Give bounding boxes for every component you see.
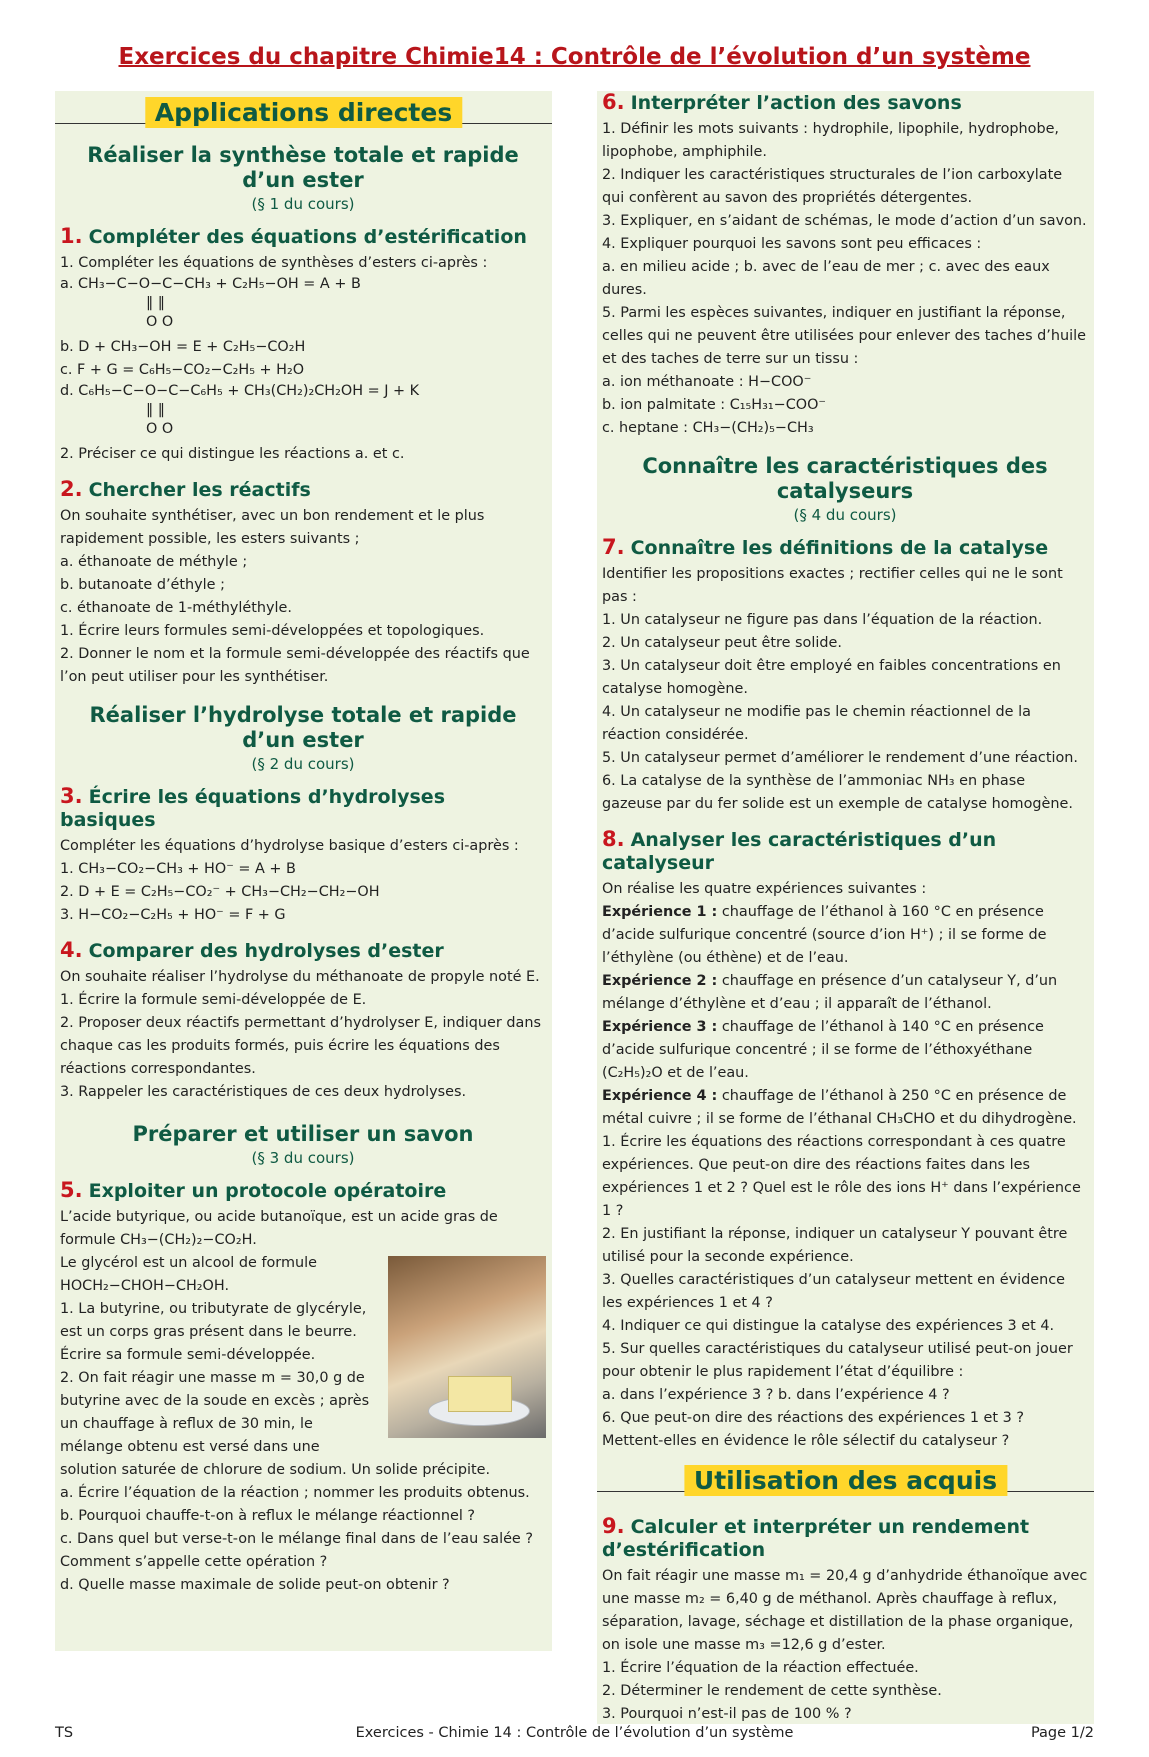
ex8-q3: 3. Quelles caractéristiques d’un catalyseur mettent en évidence les expériences 1 et 4 ? (602, 1272, 1065, 1311)
exercise-1-title: 1. Compléter des équations d’estérification (60, 224, 527, 248)
section-band-acquis (597, 1459, 1094, 1503)
ex4-q1: 1. Écrire la formule semi-développée de E. (60, 992, 367, 1008)
ex9-q1: 1. Écrire l’équation de la réaction effectuée. (602, 1660, 919, 1676)
ex8-exp3: Expérience 3 : chauffage de l’éthanol à 140 °C en présence d’acide sulfurique concentré ; il se forme de l’éthoxyéthane (C₂H₅)₂O et de l’eau. (602, 1019, 1044, 1081)
exercise-2-title: 2. Chercher les réactifs (60, 477, 311, 501)
ex2-q2: 2. Donner le nom et la formule semi-développée des réactifs que l’on peut utiliser pour les synthétiser. (60, 646, 530, 685)
ex8-q1: 1. Écrire les équations des réactions correspondant à ces quatre expériences. Que peut-on dire des réactions faites dans les expériences 1 et 2 ? Quel est le rôle des ions H⁺ dans l’expérience 1 ? (602, 1134, 1081, 1219)
page-title: Exercices du chapitre Chimie14 : Contrôle de l’évolution d’un système (118, 44, 1031, 70)
ex1-eq-d-oxygens: O O (146, 421, 174, 437)
ex4-intro: On souhaite réaliser l’hydrolyse du méthanoate de propyle noté E. (60, 969, 540, 985)
ex3-e1: 1. CH₃−CO₂−CH₃ + HO⁻ = A + B (60, 861, 296, 877)
ex6-q1: 1. Définir les mots suivants : hydrophile, lipophile, hydrophobe, lipophobe, amphiphile. (602, 121, 1060, 160)
ex1-eq-d: d. C₆H₅−C−O−C−C₆H₅ + CH₃(CH₂)₂CH₂OH = J + K (60, 383, 420, 399)
ex4-q2: 2. Proposer deux réactifs permettant d’hydrolyser E, indiquer dans chaque cas les produits formés, puis écrire les équations des réactions correspondantes. (60, 1015, 541, 1077)
exercise-3-title: 3. Écrire les équations d’hydrolyses basiques (60, 784, 446, 831)
ex7-p5: 5. Un catalyseur permet d’améliorer le rendement d’une réaction. (602, 750, 1078, 766)
topic-ref: (§ 3 du cours) (251, 1149, 355, 1167)
ex2-c: c. éthanoate de 1-méthyléthyle. (60, 600, 292, 616)
exercise-5-title: 5. Exploiter un protocole opératoire (60, 1178, 447, 1202)
ex6-q3: 3. Expliquer, en s’aidant de schémas, le mode d’action d’un savon. (602, 213, 1087, 229)
ex6-q4: 4. Expliquer pourquoi les savons sont peu efficaces : (602, 236, 982, 252)
topic-ref: (§ 1 du cours) (251, 195, 355, 213)
band-label: Applications directes (145, 97, 462, 128)
ex8-intro: On réalise les quatre expériences suivantes : (602, 881, 927, 897)
topic-soap-title: Préparer et utiliser un savon (132, 1122, 474, 1146)
right-column (597, 91, 1094, 1724)
ex8-exp2: Expérience 2 : chauffage en présence d’un catalyseur Y, d’un mélange d’éthylène et d’eau ; il apparaît de l’éthanol. (602, 973, 1058, 1012)
butter-block-shape (448, 1376, 512, 1412)
footer-page-number: Page 1/2 (1030, 1725, 1094, 1741)
ex9-q3: 3. Pourquoi n’est-il pas de 100 % ? (602, 1706, 852, 1722)
ex7-p6: 6. La catalyse de la synthèse de l’ammoniac NH₃ en phase gazeuse par du fer solide est un exemple de catalyse homogène. (602, 773, 1073, 812)
ex2-a: a. éthanoate de méthyle ; (60, 554, 248, 570)
ex8-q6: 6. Que peut-on dire des réactions des expériences 1 et 3 ? Mettent-elles en évidence le rôle sélectif du catalyseur ? (602, 1410, 1024, 1449)
exercise-6-title: 6. Interpréter l’action des savons (602, 91, 962, 114)
ex6-q4-items: a. en milieu acide ; b. avec de l’eau de mer ; c. avec des eaux dures. (602, 259, 1050, 298)
ex8-q4: 4. Indiquer ce qui distingue la catalyse des expériences 3 et 4. (602, 1318, 1055, 1334)
ex3-intro: Compléter les équations d’hydrolyse basique d’esters ci-après : (60, 838, 519, 854)
ex7-p1: 1. Un catalyseur ne figure pas dans l’équation de la réaction. (602, 612, 1043, 628)
ex6-b: b. ion palmitate : C₁₅H₃₁−COO⁻ (602, 397, 827, 413)
exercise-8-title: 8. Analyser les caractéristiques d’un catalyseur (602, 827, 997, 874)
ex9-q2: 2. Déterminer le rendement de cette synthèse. (602, 1683, 942, 1699)
ex1-eq-c: c. F + G = C₆H₅−CO₂−C₂H₅ + H₂O (60, 362, 305, 378)
ex1-eq-a: a. CH₃−C−O−C−CH₃ + C₂H₅−OH = A + B (60, 276, 361, 292)
ex3-e3: 3. H−CO₂−C₂H₅ + HO⁻ = F + G (60, 907, 286, 923)
topic-synthesis-title: Réaliser la synthèse totale et rapide d’un ester (87, 143, 519, 192)
ex1-q2: 2. Préciser ce qui distingue les réactions a. et c. (60, 446, 405, 462)
ex9-intro: On fait réagir une masse m₁ = 20,4 g d’anhydride éthanoïque avec une masse m₂ = 6,40 g de méthanol. Après chauffage à reflux, séparation, lavage, séchage et distillation de la phase organique, on isole une masse m₃ =12,6 g d’ester. (602, 1568, 1088, 1653)
footer-left: TS (55, 1725, 74, 1741)
ex8-q2: 2. En justifiant la réponse, indiquer un catalyseur Y pouvant être utilisé pour la seconde expérience. (602, 1226, 1068, 1265)
ex8-exp1: Expérience 1 : chauffage de l’éthanol à 160 °C en présence d’acide sulfurique concentré (source d’ion H⁺) ; il se forme de l’éthylène (ou éthène) et de l’eau. (602, 904, 1047, 966)
topic-ref: (§ 2 du cours) (251, 755, 355, 773)
ex1-eq-d-bonds: ‖ ‖ (146, 402, 165, 418)
ex7-p3: 3. Un catalyseur doit être employé en faibles concentrations en catalyse homogène. (602, 658, 1061, 697)
exercise-7-title: 7. Connaître les définitions de la catalyse (602, 535, 1049, 559)
ex3-e2: 2. D + E = C₂H₅−CO₂⁻ + CH₃−CH₂−CH₂−OH (60, 884, 380, 900)
ex5-b: b. Pourquoi chauffe-t-on à reflux le mélange réactionnel ? (60, 1508, 476, 1524)
ex7-p2: 2. Un catalyseur peut être solide. (602, 635, 842, 651)
ex4-q3: 3. Rappeler les caractéristiques de ces deux hydrolyses. (60, 1084, 467, 1100)
section-band-applications (55, 91, 552, 135)
ex5-c: c. Dans quel but verse-t-on le mélange final dans de l’eau salée ? Comment s’appelle cette opération ? (60, 1531, 533, 1570)
ex1-eq-b: b. D + CH₃−OH = E + C₂H₅−CO₂H (60, 339, 306, 355)
ex2-intro: On souhaite synthétiser, avec un bon rendement et le plus rapidement possible, les esters suivants ; (60, 508, 485, 547)
exercise-9-title: 9. Calculer et interpréter un rendement d’estérification (602, 1514, 1030, 1561)
ex2-q1: 1. Écrire leurs formules semi-développées et topologiques. (60, 623, 485, 639)
ex8-q5-items: a. dans l’expérience 3 ? b. dans l’expérience 4 ? (602, 1387, 950, 1403)
ex1-eq-a-oxygens: O O (146, 314, 174, 330)
ex1-q1: 1. Compléter les équations de synthèses d’esters ci-après : (60, 255, 488, 271)
ex6-a: a. ion méthanoate : H−COO⁻ (602, 374, 812, 390)
exercise-4-title: 4. Comparer des hydrolyses d’ester (60, 938, 444, 962)
ex5-intro: L’acide butyrique, ou acide butanoïque, est un acide gras de formule CH₃−(CH₂)₂−CO₂H. (60, 1209, 498, 1248)
ex8-exp4: Expérience 4 : chauffage de l’éthanol à 250 °C en présence de métal cuivre ; il se forme de l’éthanal CH₃CHO et du dihydrogène. (602, 1088, 1077, 1127)
butter-photo (388, 1256, 546, 1438)
ex6-q5: 5. Parmi les espèces suivantes, indiquer en justifiant la réponse, celles qui ne peuvent être utilisées pour enlever des taches d’huile et des taches de terre sur un tissu : (602, 305, 1086, 367)
footer-center: Exercices - Chimie 14 : Contrôle de l’évolution d’un système (355, 1725, 794, 1741)
band-label: Utilisation des acquis (684, 1465, 1007, 1496)
left-column (55, 91, 552, 1651)
ex8-q5: 5. Sur quelles caractéristiques du catalyseur utilisé peut-on jouer pour obtenir le plus rapidement l’état d’équilibre : (602, 1341, 1073, 1380)
topic-hydrolysis-title: Réaliser l’hydrolyse totale et rapide d’un ester (89, 703, 517, 752)
topic-catalysts-title: Connaître les caractéristiques des catalyseurs (642, 454, 1048, 503)
ex5-glycerol: Le glycérol est un alcool de formule HOCH₂−CHOH−CH₂OH. (60, 1255, 317, 1294)
ex7-p4: 4. Un catalyseur ne modifie pas le chemin réactionnel de la réaction considérée. (602, 704, 1031, 743)
ex5-q1: 1. La butyrine, ou tributyrate de glycéryle, est un corps gras présent dans le beurre. Écrire sa formule semi-développée. (60, 1301, 367, 1363)
topic-ref: (§ 4 du cours) (793, 506, 897, 524)
ex1-eq-a-bonds: ‖ ‖ (146, 295, 165, 311)
ex6-q2: 2. Indiquer les caractéristiques structurales de l’ion carboxylate qui confèrent au savon des propriétés détergentes. (602, 167, 1063, 206)
ex2-b: b. butanoate d’éthyle ; (60, 577, 225, 593)
ex5-q2: 2. On fait réagir une masse m = 30,0 g de butyrine avec de la soude en excès ; après un chauffage à reflux de 30 min, le mélange obtenu est versé dans une solution saturée de chlorure de sodium. Un solide précipite. (60, 1370, 491, 1478)
ex5-a: a. Écrire l’équation de la réaction ; nommer les produits obtenus. (60, 1485, 530, 1501)
ex6-c: c. heptane : CH₃−(CH₂)₅−CH₃ (602, 420, 814, 436)
ex7-intro: Identifier les propositions exactes ; rectifier celles qui ne le sont pas : (602, 566, 1063, 605)
ex5-d: d. Quelle masse maximale de solide peut-on obtenir ? (60, 1577, 450, 1593)
